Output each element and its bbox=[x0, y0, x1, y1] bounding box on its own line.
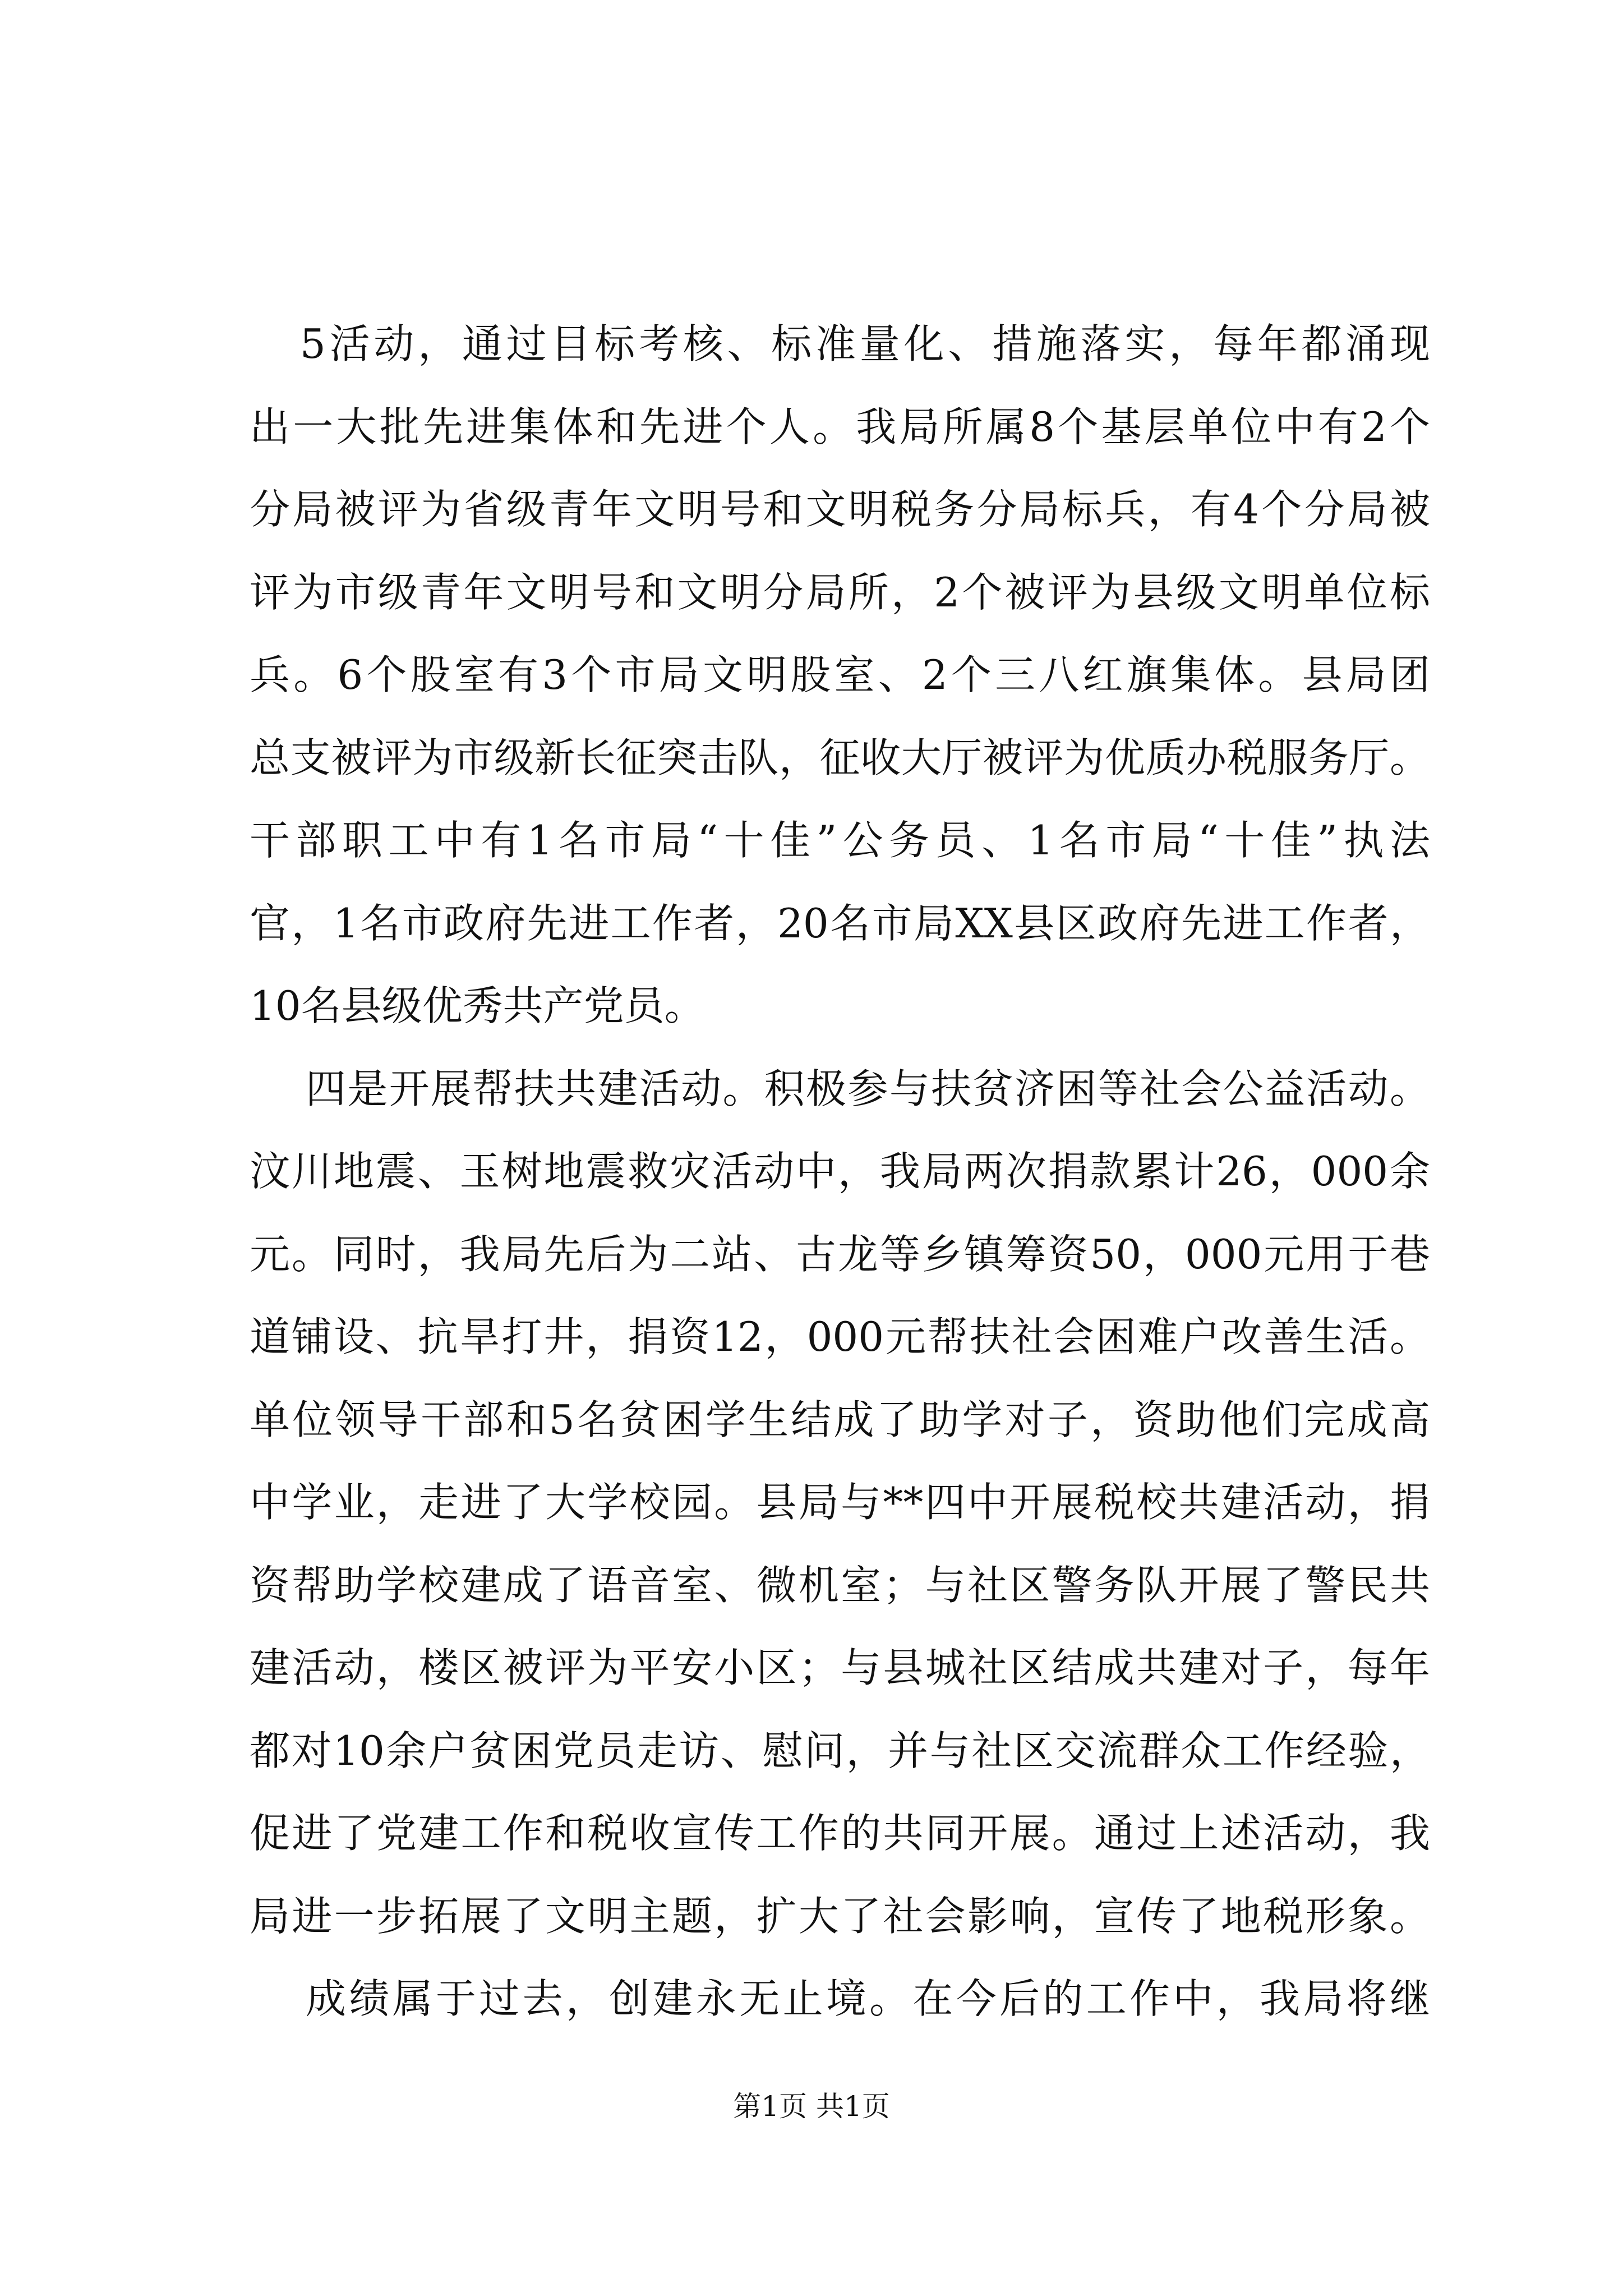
text-line: 评为市级青年文明号和文明分局所，2个被评为县级文明单位标 bbox=[250, 568, 1430, 616]
text-line: 四是开展帮扶共建活动。积极参与扶贫济困等社会公益活动。 bbox=[306, 1065, 1430, 1112]
text-line: 促进了党建工作和税收宣传工作的共同开展。通过上述活动，我 bbox=[250, 1810, 1430, 1857]
text-line: 总支被评为市级新长征突击队，征收大厅被评为优质办税服务厅。 bbox=[250, 734, 1430, 781]
text-line: 干部职工中有1名市局“十佳”公务员、1名市局“十佳”执法 bbox=[250, 817, 1430, 864]
text-line: 建活动，楼区被评为平安小区；与县城社区结成共建对子，每年 bbox=[250, 1644, 1430, 1691]
text-line: 元。同时，我局先后为二站、古龙等乡镇筹资50，000元用于巷 bbox=[250, 1230, 1430, 1278]
text-line: 兵。6个股室有3个市局文明股室、2个三八红旗集体。县局团 bbox=[250, 651, 1430, 698]
text-line: 汶川地震、玉树地震救灾活动中，我局两次捐款累计26，000余 bbox=[250, 1148, 1430, 1195]
text-line: 都对10余户贫困党员走访、慰问，并与社区交流群众工作经验， bbox=[250, 1727, 1430, 1774]
page-footer: 第1页 共1页 bbox=[733, 2090, 890, 2123]
text-line: 官，1名市政府先进工作者，20名市局XX县区政府先进工作者， bbox=[250, 899, 1430, 947]
text-line: 中学业，走进了大学校园。县局与**四中开展税校共建活动，捐 bbox=[250, 1479, 1430, 1526]
document-body bbox=[250, 303, 1430, 2041]
text-line: 道铺设、抗旱打井，捐资12，000元帮扶社会困难户改善生活。 bbox=[250, 1313, 1430, 1360]
text-line: 5活动，通过目标考核、标准量化、措施落实，每年都涌现 bbox=[300, 320, 1430, 367]
text-line: 局进一步拓展了文明主题，扩大了社会影响，宣传了地税形象。 bbox=[250, 1892, 1430, 1940]
text-line: 成绩属于过去，创建永无止境。在今后的工作中，我局将继 bbox=[306, 1975, 1430, 2022]
text-line: 单位领导干部和5名贫困学生结成了助学对子，资助他们完成高 bbox=[250, 1396, 1430, 1443]
text-line: 10名县级优秀共产党员。 bbox=[250, 982, 705, 1029]
text-line: 分局被评为省级青年文明号和文明税务分局标兵，有4个分局被 bbox=[250, 486, 1430, 533]
text-line: 出一大批先进集体和先进个人。我局所属8个基层单位中有2个 bbox=[250, 403, 1430, 450]
text-line: 资帮助学校建成了语音室、微机室；与社区警务队开展了警民共 bbox=[250, 1561, 1430, 1609]
